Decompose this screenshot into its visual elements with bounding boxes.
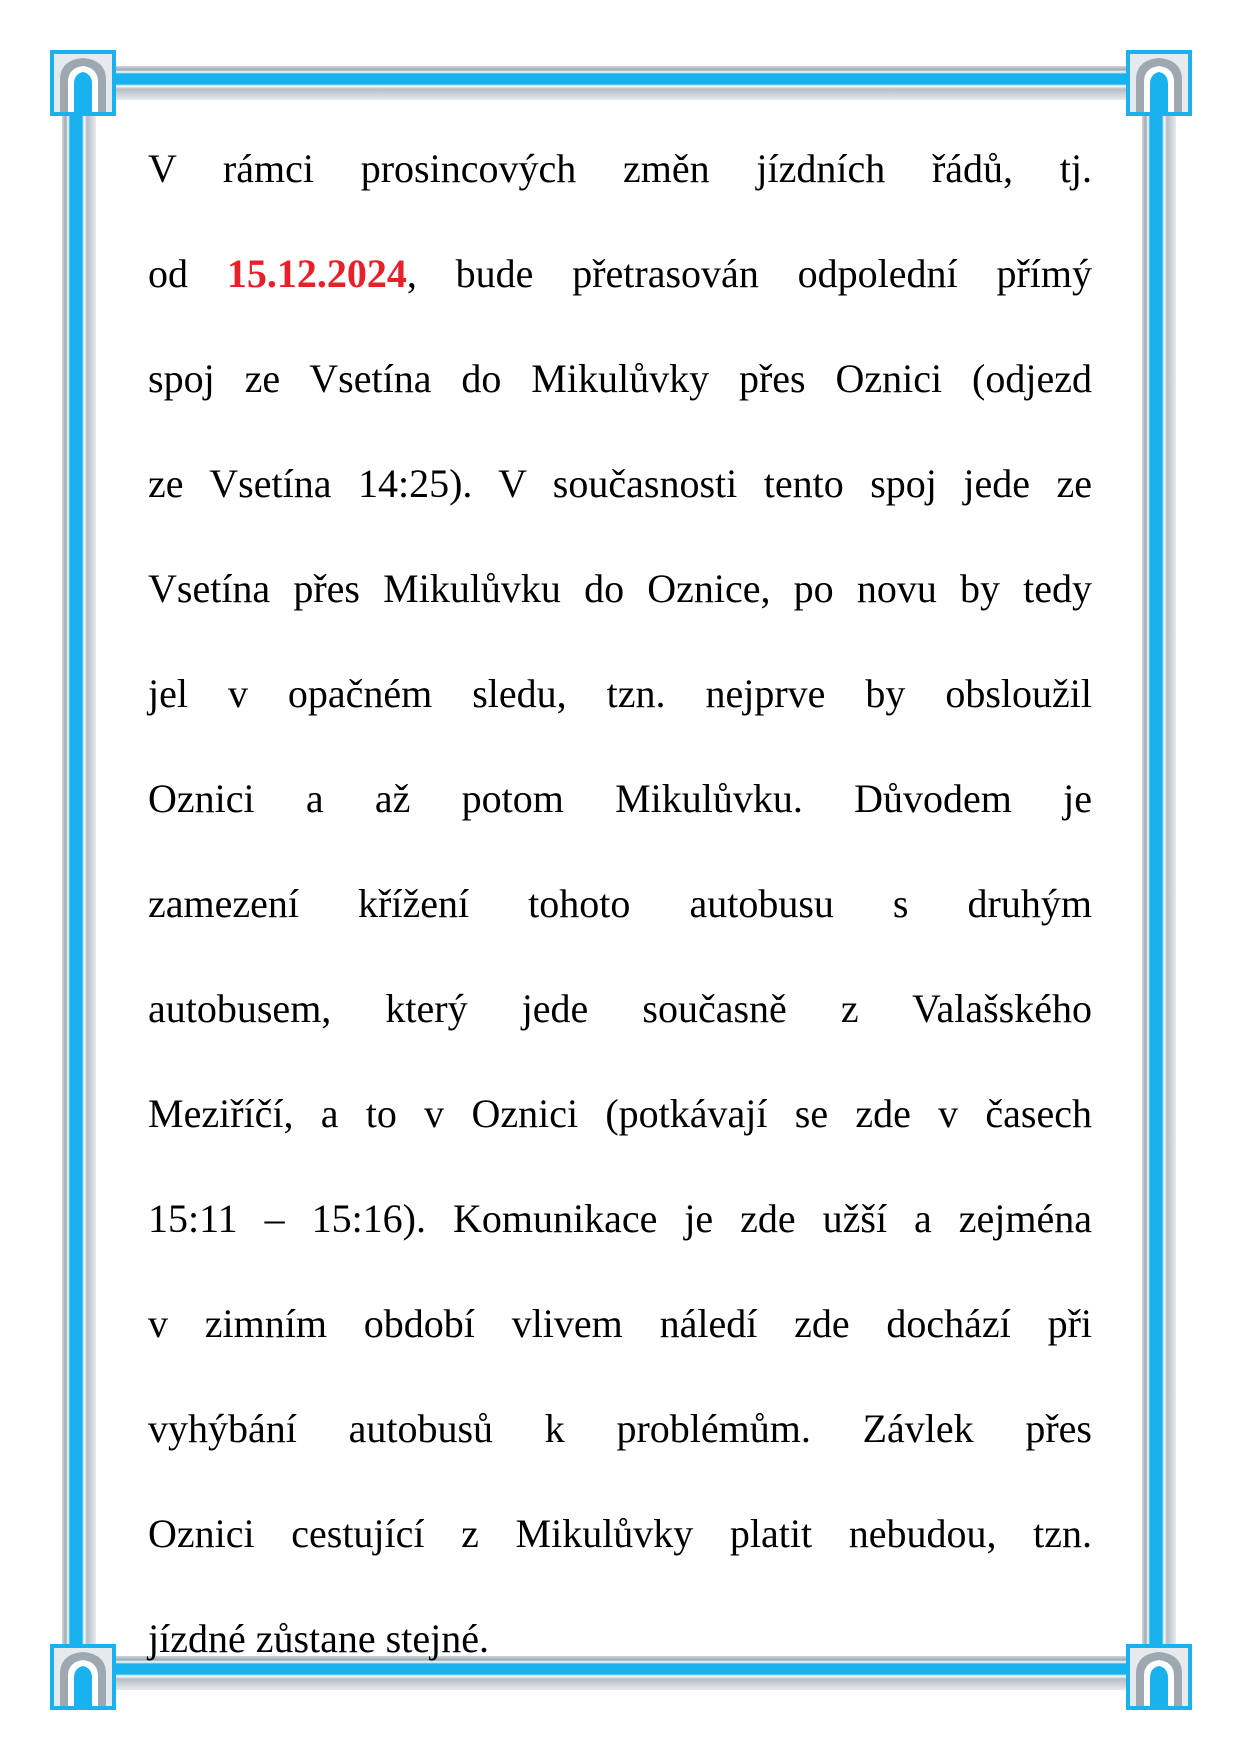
corner-ornament-icon — [50, 1644, 116, 1710]
text-line: jel v opačném sledu, tzn. nejprve by obsloužil — [148, 671, 1092, 716]
text-line: Oznici cestující z Mikulůvky platit nebudou, tzn. — [148, 1511, 1092, 1556]
text-fragment: od — [148, 251, 227, 296]
text-line: V rámci prosincových změn jízdních řádů, tj. — [148, 146, 1092, 191]
border-top — [100, 66, 1140, 100]
text-line: Meziříčí, a to v Oznici (potkávají se zde v časech — [148, 1091, 1092, 1136]
text-line: spoj ze Vsetína do Mikulůvky přes Oznici (odjezd — [148, 356, 1092, 401]
text-line: autobusem, který jede současně z Valašského — [148, 986, 1092, 1031]
corner-ornament-icon — [1126, 50, 1192, 116]
text-line: ze Vsetína 14:25). V současnosti tento spoj jede ze — [148, 461, 1092, 506]
text-fragment: , bude přetrasován odpolední přímý — [406, 251, 1092, 296]
corner-ornament-icon — [1126, 1644, 1192, 1710]
border-left — [62, 100, 96, 1660]
text-line: Oznici a až potom Mikulůvku. Důvodem je — [148, 776, 1092, 821]
text-line: Vsetína přes Mikulůvku do Oznice, po novu by tedy — [148, 566, 1092, 611]
text-line-final: jízdné zůstane stejné. — [148, 1616, 489, 1661]
text-line: vyhýbání autobusů k problémům. Závlek přes — [148, 1406, 1092, 1451]
text-line: v zimním období vlivem náledí zde dochází při — [148, 1301, 1092, 1346]
effective-date: 15.12.2024 — [226, 251, 407, 296]
corner-ornament-icon — [50, 50, 116, 116]
text-line-with-date — [148, 221, 1092, 326]
border-right — [1142, 100, 1176, 1660]
text-line: 15:11 – 15:16). Komunikace je zde užší a zejména — [148, 1196, 1092, 1241]
text-line: zamezení křížení tohoto autobusu s druhým — [148, 881, 1092, 926]
notice-body — [148, 116, 1092, 1691]
